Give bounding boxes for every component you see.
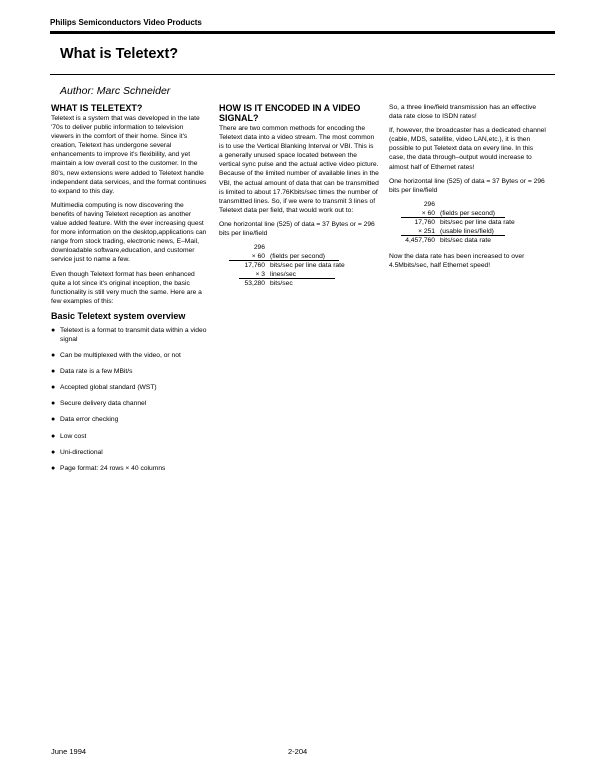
- list-item: ● Teletext is a format to transmit data within a video signal: [51, 326, 207, 343]
- calc-value: 296: [253, 244, 265, 252]
- list-item: ● Low cost: [51, 432, 87, 440]
- section-heading-what-is-teletext: WHAT IS TELETEXT?: [51, 103, 143, 113]
- paragraph: Teletext is a system that was developed in the late '70s to deliver public information to television viewers in the comfort of their home. Since it's creation, Teletext has undergone several enhancements to improve it's flexibility, and yet maintain a low overall cost to the customer. In the 80's, new extensions were added to Teletext handle independent data services, and the format continues to expand to this day.: [51, 115, 207, 195]
- bullet-icon: ●: [51, 464, 56, 472]
- list-item: ● Accepted global standard (WST): [51, 384, 157, 392]
- bullet-icon: ●: [51, 448, 56, 456]
- list-item: ● Data rate is a few MBit/s: [51, 368, 133, 376]
- calc-value: × 60: [251, 253, 265, 261]
- footer-date: June 1994: [51, 747, 87, 756]
- author-line: Author: Marc Schneider: [60, 85, 171, 97]
- column-2: [219, 103, 379, 295]
- bullet-icon: ●: [51, 416, 56, 424]
- paragraph: If, however, the broadcaster has a dedicated channel (cable, MDS, satellite, video LAN,etc.), it is then possible to put Teletext data on every line. In this case, the data through–output would increase to almost half of Ethernet rates!: [389, 127, 546, 171]
- calc-label: bits/sec per line data rate: [270, 262, 345, 270]
- calc-label: bits/sec data rate: [440, 236, 491, 244]
- calc-value: 17,760: [414, 218, 435, 226]
- list-item: ● Secure delivery data channel: [51, 400, 147, 408]
- overview-list: [51, 326, 208, 473]
- calc-value: 17,760: [244, 262, 265, 270]
- calc-value: × 251: [418, 227, 435, 235]
- calc-label: bits/sec per line data rate: [440, 218, 515, 226]
- section-heading-encoding: HOW IS IT ENCODED IN A VIDEO SIGNAL?: [219, 103, 361, 123]
- column-3: [389, 103, 549, 275]
- paragraph: One horizontal line (525) of data = 37 Bytes or = 296 bits per line/field: [219, 220, 375, 238]
- bullet-icon: ●: [51, 352, 56, 360]
- column-1: [51, 103, 208, 480]
- page-number: 2-204: [288, 747, 308, 756]
- paragraph: One horizontal line (525) of data = 37 Bytes or = 296 bits per line/field: [389, 177, 545, 194]
- calc-value: 4,457,760: [405, 236, 435, 244]
- paragraph: There are two common methods for encoding the Teletext data into a video stream. The most common is to use the Vertical Blanking Interval or VBI. This is a generally unused space located between the vertical sync pulse and the actual active video picture. Because of the limited number of available lines in the VBI, the actual amount of data that can be transmitted is limited to about 17.76Kbits/sec times the number of transmitted lines. So, if we were to transmit 3 lines of Teletext data per field, that would work out to:: [219, 125, 379, 214]
- list-item: ● Can be multiplexed with the video, or not: [51, 352, 181, 360]
- header-rule: [50, 31, 555, 34]
- calc-label: (fields per second): [440, 209, 496, 217]
- paragraph: Multimedia computing is now discovering the benefits of having Teletext reception as another value added feature. With the ever increasing quest for more information on the desktop,applications can range from stock trading, electronic news, E–Mail, downloadable software,education, and customer service just to name a few.: [51, 201, 207, 264]
- section-heading-overview: Basic Teletext system overview: [51, 310, 186, 321]
- data-rate-calculation: [389, 200, 549, 248]
- calc-value: 53,280: [244, 280, 265, 288]
- data-rate-calculation: [219, 243, 379, 291]
- title-rule: [50, 74, 555, 75]
- list-item: ● Data error checking: [51, 416, 119, 424]
- calc-value: 296: [423, 200, 435, 208]
- calc-value: × 3: [255, 271, 265, 279]
- list-item: ● Page format: 24 rows × 40 columns: [51, 464, 166, 472]
- running-header: Philips Semiconductors Video Products: [50, 18, 202, 27]
- page-title: What is Teletext?: [60, 46, 179, 62]
- bullet-icon: ●: [51, 432, 56, 440]
- calc-label: (usable lines/field): [440, 227, 494, 235]
- calc-label: lines/sec: [270, 271, 297, 279]
- list-item: ● Uni-directional: [51, 448, 103, 456]
- calc-label: bits/sec: [270, 280, 293, 288]
- calc-label: (fields per second): [270, 253, 326, 261]
- paragraph: Now the data rate has been increased to over 4.5Mbits/sec, half Ethernet speed!: [389, 252, 525, 269]
- bullet-icon: ●: [51, 384, 56, 392]
- paragraph: Even though Teletext format has been enhanced quite a lot since it's original inception, the basic functionality is still very much the same. Here are a few examples of this:: [51, 270, 202, 305]
- bullet-icon: ●: [51, 400, 56, 408]
- paragraph: So, a three line/field transmission has an effective data rate close to ISDN rates!: [389, 104, 537, 121]
- calc-value: × 60: [421, 209, 435, 217]
- bullet-icon: ●: [51, 368, 56, 376]
- bullet-icon: ●: [51, 326, 56, 334]
